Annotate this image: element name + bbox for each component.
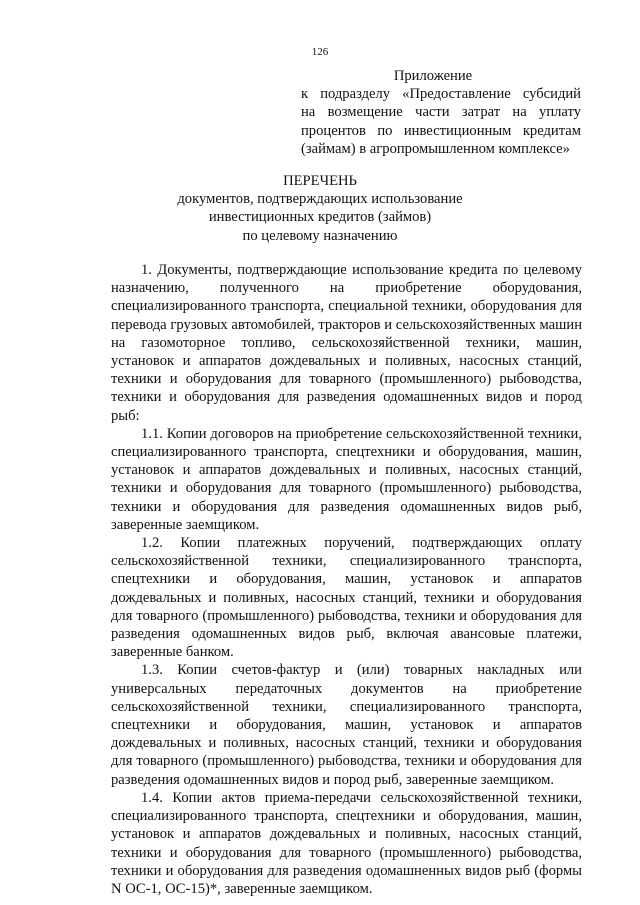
list-subtitle-line: инвестиционных кредитов (займов) (208, 209, 432, 226)
list-title: ПЕРЕЧЕНЬ (283, 173, 357, 189)
appendix-title: Приложение (393, 68, 473, 84)
appendix-line: (займам) в агропромышленном комплексе» (301, 140, 570, 157)
appendix-line: процентов по инвестиционным кредитам (301, 122, 581, 139)
list-subtitle-line: документов, подтверждающих использование (177, 191, 463, 208)
document-body (111, 261, 582, 898)
list-heading (0, 172, 640, 245)
appendix-line: к подразделу «Предоставление субсидий (301, 86, 581, 103)
paragraph-1-3: 1.3. Копии счетов-фактур и (или) товарных накладных или универсальных передаточных документов на приобретение сельскохозяйственной техники, специализированного транспорта, спецтехники и оборудования, машин, установок и аппаратов дождевальных и поливных, насосных станций, техники и оборудования для товарного (промышленного) рыбоводства, техники и оборудования для разведения одомашненных видов и пород рыб, заверенные заемщиком. (111, 662, 582, 788)
list-subtitle-line: по целевому назначению (242, 227, 398, 244)
paragraph-1-1: 1.1. Копии договоров на приобретение сельскохозяйственной техники, специализированного транспорта, спецтехники и оборудования, машин, установок и аппаратов дождевальных и поливных, насосных станций, техники и оборудования для товарного (промышленного) рыбоводства, техники и оборудования для разведения одомашненных видов рыб, заверенные заемщиком. (111, 425, 582, 533)
paragraph-1-4: 1.4. Копии актов приема-передачи сельскохозяйственной техники, специализированного транспорта, спецтехники и оборудования, машин, установок и аппаратов дождевальных и поливных, насосных станций, техники и оборудования для товарного (промышленного) рыбоводства, техники и оборудования для разведения одомашненных видов рыб (формы N ОС-1, ОС-15)*, заверенные заемщиком. (111, 789, 582, 897)
paragraph-1-2: 1.2. Копии платежных поручений, подтверждающих оплату сельскохозяйственной техники, специализированного транспорта, спецтехники и оборудования, машин, установок и аппаратов дождевальных и поливных, насосных станций, техники и оборудования для товарного (промышленного) рыбоводства, техники и оборудования для разведения одомашненных видов рыб, включая авансовые платежи, заверенные банком. (111, 535, 582, 661)
appendix-block (301, 67, 581, 158)
appendix-line: на возмещение части затрат на уплату (301, 104, 581, 121)
page-number: 126 (311, 46, 329, 58)
paragraph-1: 1. Документы, подтверждающие использование кредита по целевому назначению, полученного на приобретение оборудования, специализированного транспорта, специальной техники, оборудования для перевода грузовых автомобилей, тракторов и сельскохозяйственных машин на газомоторное топливо, сельскохозяйственной техники, машин, установок и аппаратов дождевальных и поливных, насосных станций, техники и оборудования для товарного (промышленного) рыбоводства, техники и оборудования для разведения одомашненных видов и пород рыб: (111, 262, 582, 424)
